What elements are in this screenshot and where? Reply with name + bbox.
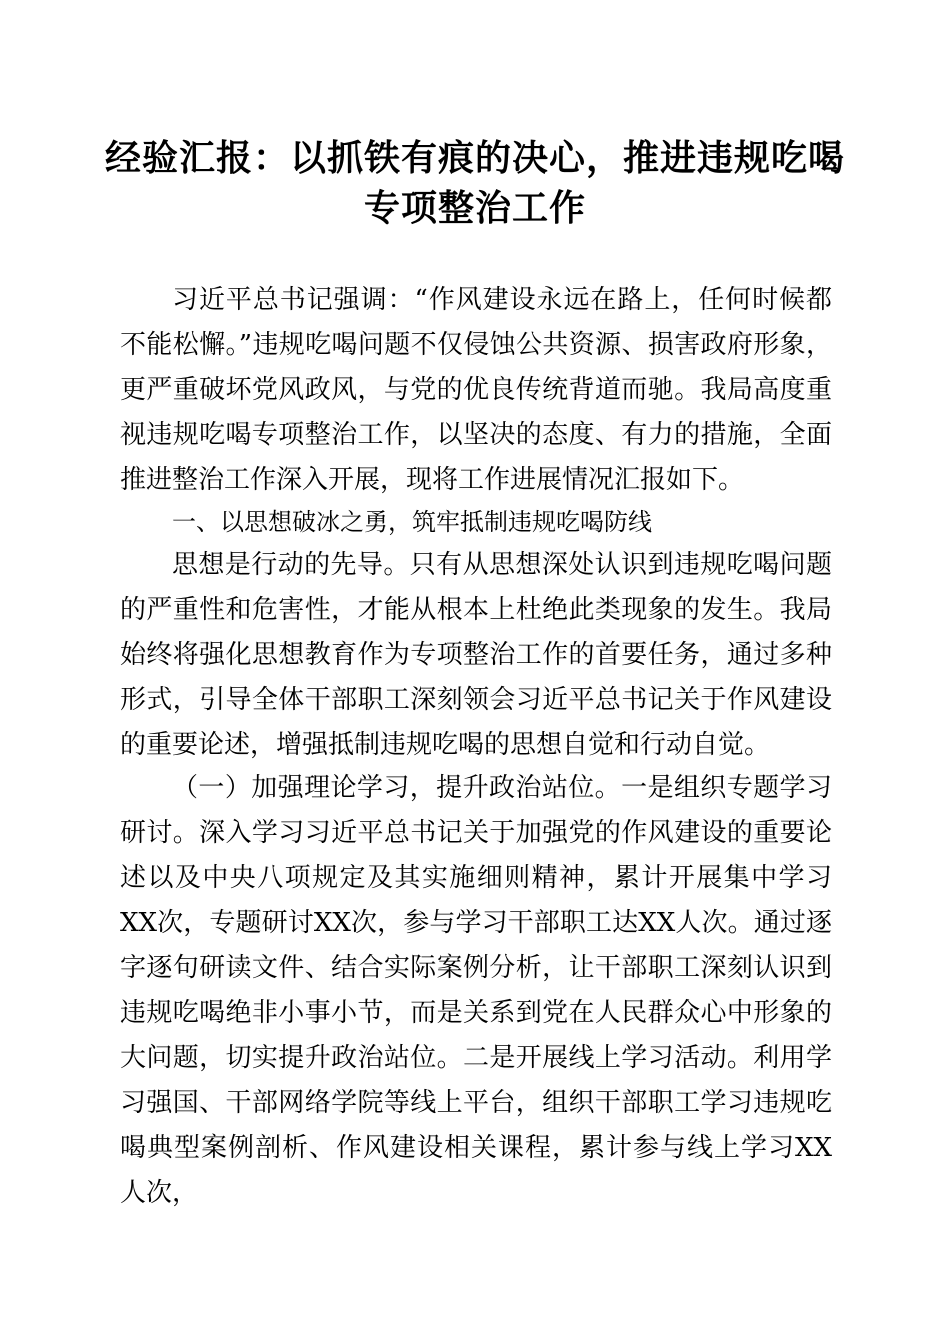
subsection-1-title: （一）加强理论学习，提升政治站位。 [172,773,622,803]
intro-paragraph: 习近平总书记强调：“作风建设永远在路上，任何时候都不能松懈。”违规吃喝问题不仅侵蚀公共资源、损害政府形象，更严重破坏党风政风，与党的优良传统背道而驰。我局高度重视违规吃喝专项整治工作，以坚决的态度、有力的措施，全面推进整治工作深入开展，现将工作进展情况汇报如下。 [120,285,832,495]
document-title-line-1: 经验汇报：以抓铁有痕的决心，推进违规吃喝 [104,137,845,179]
document-title-line-2: 专项整治工作 [363,187,586,229]
subsection-1-paragraph [120,766,832,1216]
section-1-heading: 一、以思想破冰之勇，筑牢抵制违规吃喝防线 [172,508,652,536]
subsection-1-body: 一是组织专题学习研讨。深入学习习近平总书记关于加强党的作风建设的重要论述以及中央八项规定及其实施细则精神，累计开展集中学习XX次，专题研讨XX次，参与学习干部职工达XX人次。通过逐字逐句研读文件、结合实际案例分析，让干部职工深刻认识到违规吃喝绝非小事小节，而是关系到党在人民群众心中形象的大问题，切实提升政治站位。二是开展线上学习活动。利用学习强国、干部网络学院等线上平台，组织干部职工学习违规吃喝典型案例剖析、作风建设相关课程，累计参与线上学习XX人次， [120,773,832,1208]
section-1-paragraph: 思想是行动的先导。只有从思想深处认识到违规吃喝问题的严重性和危害性，才能从根本上杜绝此类现象的发生。我局始终将强化思想教育作为专项整治工作的首要任务，通过多种形式，引导全体干部职工深刻领会习近平总书记关于作风建设的重要论述，增强抵制违规吃喝的思想自觉和行动自觉。 [120,550,832,760]
